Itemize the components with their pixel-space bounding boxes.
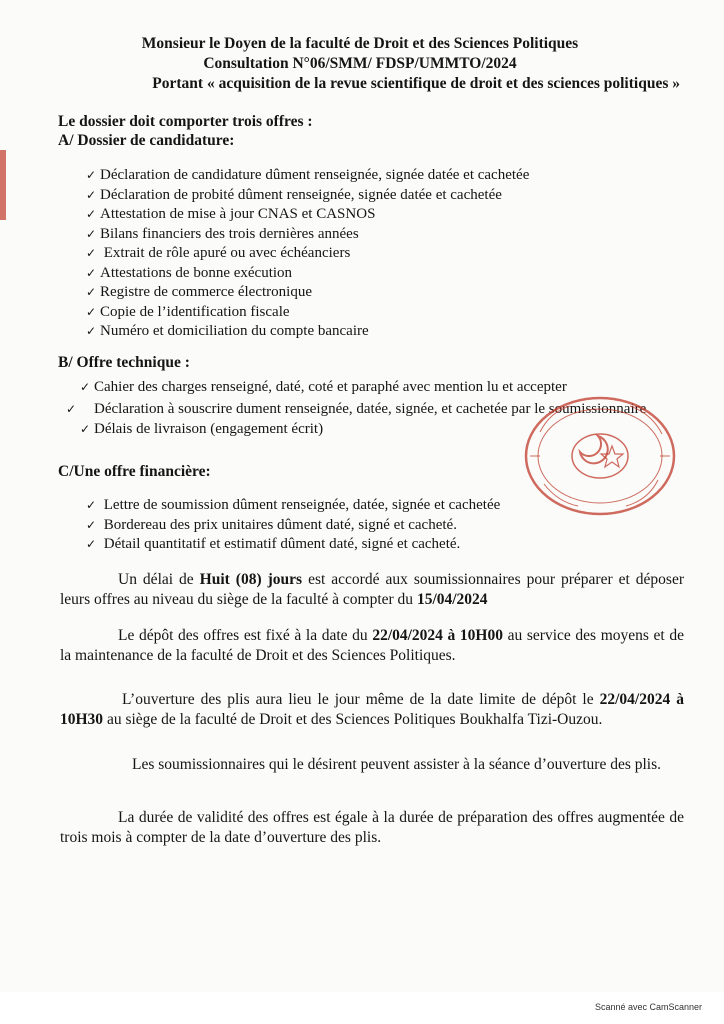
paragraph-delay: Un délai de Huit (08) jours est accordé aux soumissionnaires pour préparer et déposer leurs offres au niveau du siège de la faculté à compter du 15/04/2024 (60, 571, 684, 608)
list-item: ✓ Attestations de bonne exécution (86, 264, 529, 284)
paragraph-validity: La durée de validité des offres est égale à la durée de préparation des offres augmentée de trois mois à compter de la date d’ouverture des plis. (60, 809, 684, 846)
list-item: ✓ Bilans financiers des trois dernières années (86, 225, 529, 245)
check-icon: ✓ (86, 324, 97, 338)
list-item: ✓ Cahier des charges renseigné, daté, coté et paraphé avec mention lu et accepter (80, 378, 680, 398)
list-item: ✓ Attestation de mise à jour CNAS et CASNOS (86, 205, 529, 225)
paragraph-deposit: Le dépôt des offres est fixé à la date du 22/04/2024 à 10H00 au service des moyens et de la maintenance de la faculté de Droit et des Sciences Politiques. (60, 627, 684, 664)
list-item: ✓ Numéro et domiciliation du compte bancaire (86, 322, 529, 342)
check-icon: ✓ (86, 187, 97, 202)
list-item: ✓ Délais de livraison (engagement écrit) (80, 420, 680, 440)
list-item: ✓ Déclaration de probité dûment renseignée, signée datée et cachetée (86, 186, 529, 206)
section-c-list (86, 496, 500, 555)
section-b-title: B/ Offre technique : (58, 354, 190, 371)
check-icon: ✓ (86, 207, 97, 221)
section-c-title: C/Une offre financière: (58, 463, 211, 480)
official-stamp (520, 392, 680, 520)
check-icon: ✓ (86, 498, 97, 512)
check-icon: ✓ (86, 226, 97, 241)
list-item: ✓ Copie de l’identification fiscale (86, 303, 529, 323)
check-icon: ✓ (86, 537, 97, 551)
check-icon: ✓ (66, 401, 77, 416)
section-a-list (86, 166, 529, 342)
intro-heading: Le dossier doit comporter trois offres : (58, 113, 313, 130)
list-item: ✓ Registre de commerce électronique (86, 283, 529, 303)
paragraph-attendance: Les soumissionnaires qui le désirent peuvent assister à la séance d’ouverture des plis. (132, 756, 662, 773)
header-line-1: Monsieur le Doyen de la faculté de Droit et des Sciences Politiques (141, 35, 579, 52)
check-icon: ✓ (86, 246, 97, 260)
edge-tab-mark (0, 150, 6, 220)
check-icon: ✓ (86, 265, 97, 280)
check-icon: ✓ (86, 168, 97, 182)
list-item: ✓ Déclaration de candidature dûment renseignée, signée datée et cachetée (86, 166, 529, 186)
list-item: ✓ Déclaration à souscrire dument renseignée, datée, signée, et cachetée par le soumissionnaire (66, 400, 647, 417)
check-icon: ✓ (86, 304, 97, 319)
check-icon: ✓ (80, 421, 91, 436)
check-icon: ✓ (80, 380, 91, 394)
list-item: ✓ Extrait de rôle apuré ou avec échéanciers (86, 244, 529, 264)
header-line-2: Consultation N°06/SMM/ FDSP/UMMTO/2024 (203, 55, 517, 72)
list-item: ✓ Lettre de soumission dûment renseignée, datée, signée et cachetée (86, 496, 500, 516)
paragraph-opening: L’ouverture des plis aura lieu le jour même de la date limite de dépôt le 22/04/2024 à 10H30 au siège de la faculté de Droit et des Sciences Politiques Boukhalfa Tizi-Ouzou. (60, 691, 684, 728)
list-item: ✓ Bordereau des prix unitaires dûment daté, signé et cacheté. (86, 516, 500, 536)
check-icon: ✓ (86, 285, 97, 299)
section-a-title: A/ Dossier de candidature: (58, 132, 235, 149)
check-icon: ✓ (86, 517, 97, 532)
list-item: ✓ Détail quantitatif et estimatif dûment daté, signé et cacheté. (86, 535, 500, 555)
scanner-footer: Scanné avec CamScanner (594, 1002, 702, 1012)
header-subject: Portant « acquisition de la revue scientifique de droit et des sciences politiques » (152, 75, 680, 92)
document-header (40, 34, 680, 94)
